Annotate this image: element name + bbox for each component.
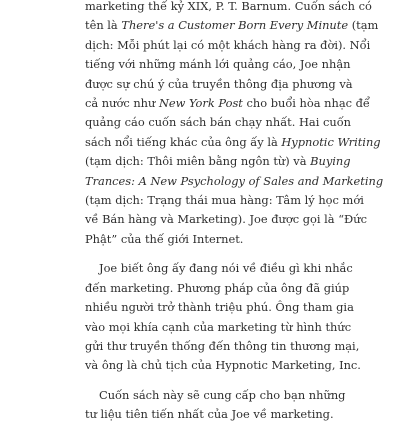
book-title-text: Buying xyxy=(310,154,351,169)
body-text: marketing thế kỷ XIX, P. T. Barnum. Cuốn sách có xyxy=(85,0,372,13)
body-text: cả nước như xyxy=(85,96,159,111)
paragraph-marketing-expertise xyxy=(85,259,361,375)
body-text: tên là xyxy=(85,18,122,33)
text-line xyxy=(85,337,360,356)
body-text: về Bán hàng và Marketing). Joe được gọi là “Đức xyxy=(85,212,367,227)
body-text: dịch: Mỗi phút lại có một khách hàng ra đời). Nổi xyxy=(85,37,371,52)
paragraph-author-bio xyxy=(85,0,384,249)
text-line xyxy=(85,94,370,113)
text-column xyxy=(85,0,384,435)
text-line xyxy=(85,16,379,35)
text-line xyxy=(85,210,367,229)
body-text: (tạm dịch: Trạng thái mua hàng: Tâm lý học mới xyxy=(85,193,364,208)
text-line xyxy=(85,279,350,298)
text-line xyxy=(85,191,364,210)
body-text: sách nổi tiếng khác của ông ấy là xyxy=(85,134,282,149)
body-text: được sự chú ý của truyền thông địa phương và xyxy=(85,76,353,91)
text-line xyxy=(85,113,352,132)
text-line xyxy=(85,318,352,337)
text-line xyxy=(85,259,353,278)
body-text: nhiều người trở thành triệu phú. Ông tham gia xyxy=(85,300,354,315)
paragraph-book-intro xyxy=(85,386,346,425)
book-title-text: New York Post xyxy=(158,96,243,111)
text-line xyxy=(85,298,354,317)
body-text: vào mọi khía cạnh của marketing từ hình thức xyxy=(85,319,352,334)
text-line xyxy=(85,405,334,424)
text-line xyxy=(85,230,317,249)
book-title-text: There's a Customer Born Every Minute xyxy=(121,18,349,33)
body-text: Phật” của thế giới Internet. xyxy=(85,231,244,246)
body-text: (tạm xyxy=(348,18,379,33)
text-line xyxy=(85,75,353,94)
body-text: đến marketing. Phương pháp của ông đã giúp xyxy=(85,280,350,295)
book-title-text: Trances: A New Psychology of Sales and Marketing xyxy=(85,173,384,188)
book-title-text: Hypnotic Writing xyxy=(281,134,381,149)
body-text: và ông là chủ tịch của Hypnotic Marketing, Inc. xyxy=(85,358,361,373)
text-line xyxy=(85,356,361,375)
body-text: tiếng với những mánh lới quảng cáo, Joe nhận xyxy=(85,57,351,72)
text-line xyxy=(85,152,351,171)
text-line xyxy=(85,36,371,55)
body-text: (tạm dịch: Thôi miên bằng ngôn từ) và xyxy=(85,154,311,169)
body-text: gửi thư truyền thống đến thông tin thương mại, xyxy=(85,338,360,353)
body-text: Joe biết ông ấy đang nói về điều gì khi nhắc xyxy=(99,261,353,276)
body-text: Cuốn sách này sẽ cung cấp cho bạn những xyxy=(99,387,346,402)
body-text: quảng cáo cuốn sách bán chạy nhất. Hai cuốn xyxy=(85,115,352,130)
text-line xyxy=(85,133,381,152)
text-line xyxy=(85,386,346,405)
text-line xyxy=(85,0,372,16)
body-text: tư liệu tiên tiến nhất của Joe về marketing. xyxy=(85,407,334,422)
body-text: cho buổi hòa nhạc để xyxy=(242,96,370,111)
text-line xyxy=(85,55,351,74)
text-line xyxy=(85,172,384,191)
